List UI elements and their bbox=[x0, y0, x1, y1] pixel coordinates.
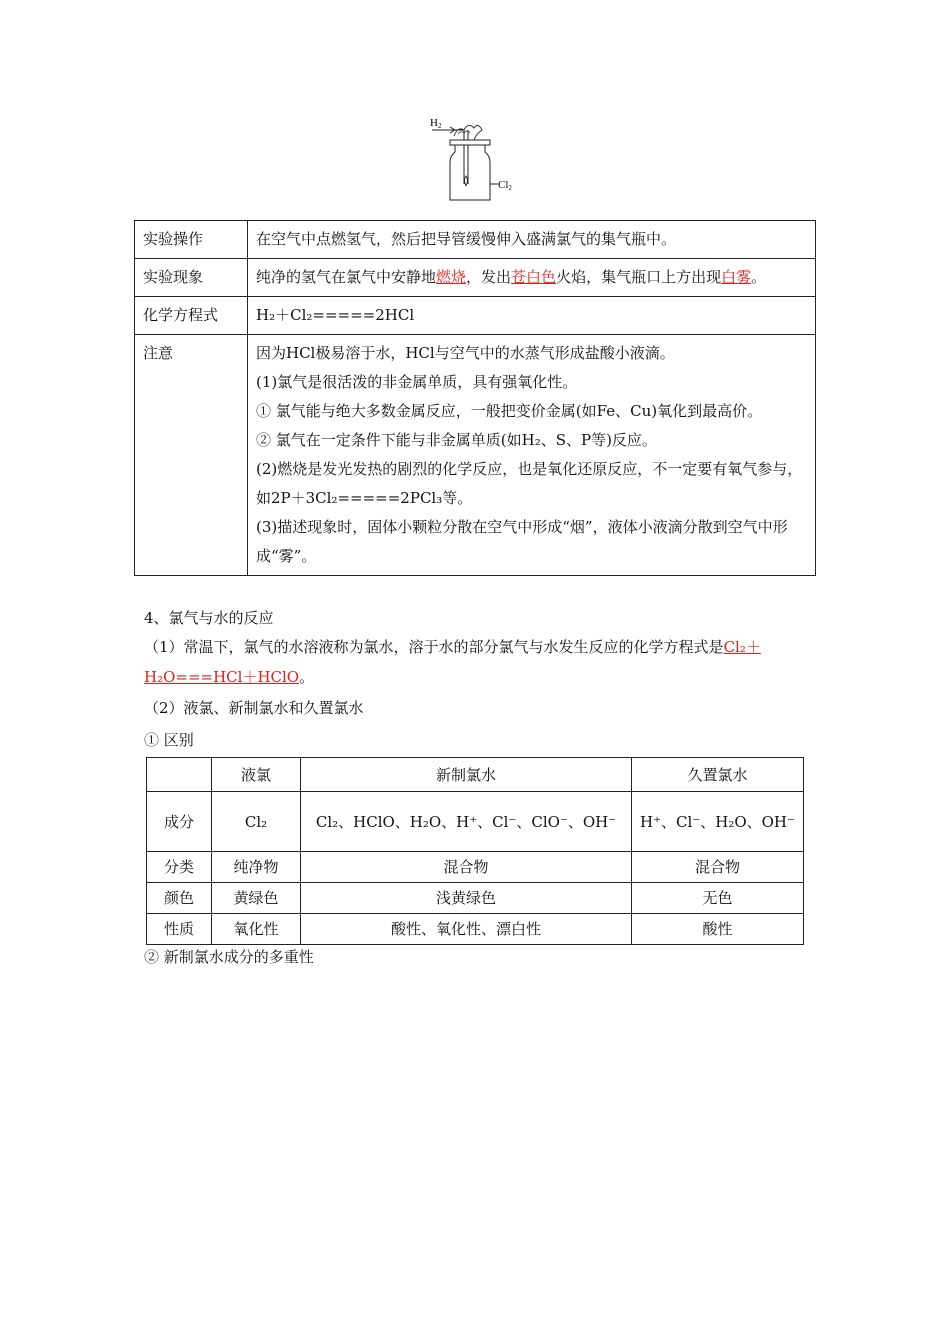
row-label: 分类 bbox=[147, 852, 212, 883]
h2-label: H2 bbox=[430, 117, 442, 130]
paragraph-chlorine-water: （1）常温下，氯气的水溶液称为氯水，溶于水的部分氯气与水发生反应的化学方程式是Cl₂＋H₂O===HCl＋HClO。 bbox=[144, 638, 761, 686]
header-cell: 新制氯水 bbox=[301, 758, 632, 792]
table-row bbox=[147, 914, 804, 945]
table-cell: 浅黄绿色 bbox=[301, 883, 632, 914]
header-cell: 液氯 bbox=[212, 758, 301, 792]
table-cell: Cl₂、HClO、H₂O、H⁺、Cl⁻、ClO⁻、OH⁻ bbox=[301, 792, 632, 852]
table-cell: 酸性、氧化性、漂白性 bbox=[301, 914, 632, 945]
row-head-notes: 注意 bbox=[135, 335, 248, 576]
table-cell: 酸性 bbox=[632, 914, 804, 945]
keyword-white-mist: 白雾 bbox=[721, 268, 752, 286]
note-line: (3)描述现象时，固体小颗粒分散在空气中形成“烟”，液体小液滴分散到空气中形成“雾”。 bbox=[256, 518, 788, 565]
operation-text: 在空气中点燃氢气，然后把导管缓慢伸入盛满氯气的集气瓶中。 bbox=[248, 221, 816, 259]
row-head-phenomenon: 实验现象 bbox=[135, 259, 248, 297]
table-cell: 无色 bbox=[632, 883, 804, 914]
row-label: 性质 bbox=[147, 914, 212, 945]
table-row bbox=[135, 221, 816, 259]
paragraph-liquid-chlorine: （2）液氯、新制氯水和久置氯水 bbox=[144, 699, 364, 717]
table-cell: 纯净物 bbox=[212, 852, 301, 883]
table-cell: H⁺、Cl⁻、H₂O、OH⁻ bbox=[632, 792, 804, 852]
note-line: ② 氯气在一定条件下能与非金属单质(如H₂、S、P等)反应。 bbox=[256, 431, 657, 449]
table-row bbox=[135, 297, 816, 335]
header-cell bbox=[147, 758, 212, 792]
equation-text: H₂＋Cl₂=====2HCl bbox=[248, 297, 816, 335]
table-row bbox=[135, 259, 816, 297]
note-line: ① 氯气能与绝大多数金属反应，一般把变价金属(如Fe、Cu)氧化到最高价。 bbox=[256, 402, 763, 420]
subheading-difference: ① 区别 bbox=[144, 731, 194, 749]
subheading-multiplicity: ② 新制氯水成分的多重性 bbox=[144, 948, 314, 966]
table-row bbox=[147, 792, 804, 852]
table-row bbox=[147, 852, 804, 883]
experiment-table bbox=[134, 220, 816, 576]
row-head-equation: 化学方程式 bbox=[135, 297, 248, 335]
phenomenon-text: 纯净的氢气在氯气中安静地燃烧，发出苍白色火焰，集气瓶口上方出现白雾。 bbox=[248, 259, 816, 297]
reaction-equation: Cl₂＋H₂O===HCl＋HClO bbox=[144, 638, 761, 686]
table-cell: 黄绿色 bbox=[212, 883, 301, 914]
table-header-row bbox=[147, 758, 804, 792]
cl2-label: Cl2 bbox=[498, 179, 512, 192]
table-row bbox=[147, 883, 804, 914]
table-cell: 氧化性 bbox=[212, 914, 301, 945]
table-cell: 混合物 bbox=[301, 852, 632, 883]
row-label: 成分 bbox=[147, 792, 212, 852]
note-line: 因为HCl极易溶于水，HCl与空气中的水蒸气形成盐酸小液滴。 bbox=[256, 344, 675, 362]
note-line: (1)氯气是很活泼的非金属单质，具有强氧化性。 bbox=[256, 373, 578, 391]
table-cell: Cl₂ bbox=[212, 792, 301, 852]
row-head-operation: 实验操作 bbox=[135, 221, 248, 259]
table-row bbox=[135, 335, 816, 576]
row-label: 颜色 bbox=[147, 883, 212, 914]
gas-jar-apparatus-figure bbox=[428, 114, 518, 206]
keyword-burn: 燃烧 bbox=[436, 268, 467, 286]
header-cell: 久置氯水 bbox=[632, 758, 804, 792]
section-title: 4、氯气与水的反应 bbox=[144, 609, 274, 627]
keyword-pale-white: 苍白色 bbox=[511, 268, 557, 286]
note-line: (2)燃烧是发光发热的剧烈的化学反应，也是氧化还原反应，不一定要有氧气参与，如2P＋3Cl₂=====2PCl₃等。 bbox=[256, 460, 803, 507]
table-cell: 混合物 bbox=[632, 852, 804, 883]
comparison-table bbox=[146, 757, 804, 945]
notes-cell bbox=[248, 335, 816, 576]
